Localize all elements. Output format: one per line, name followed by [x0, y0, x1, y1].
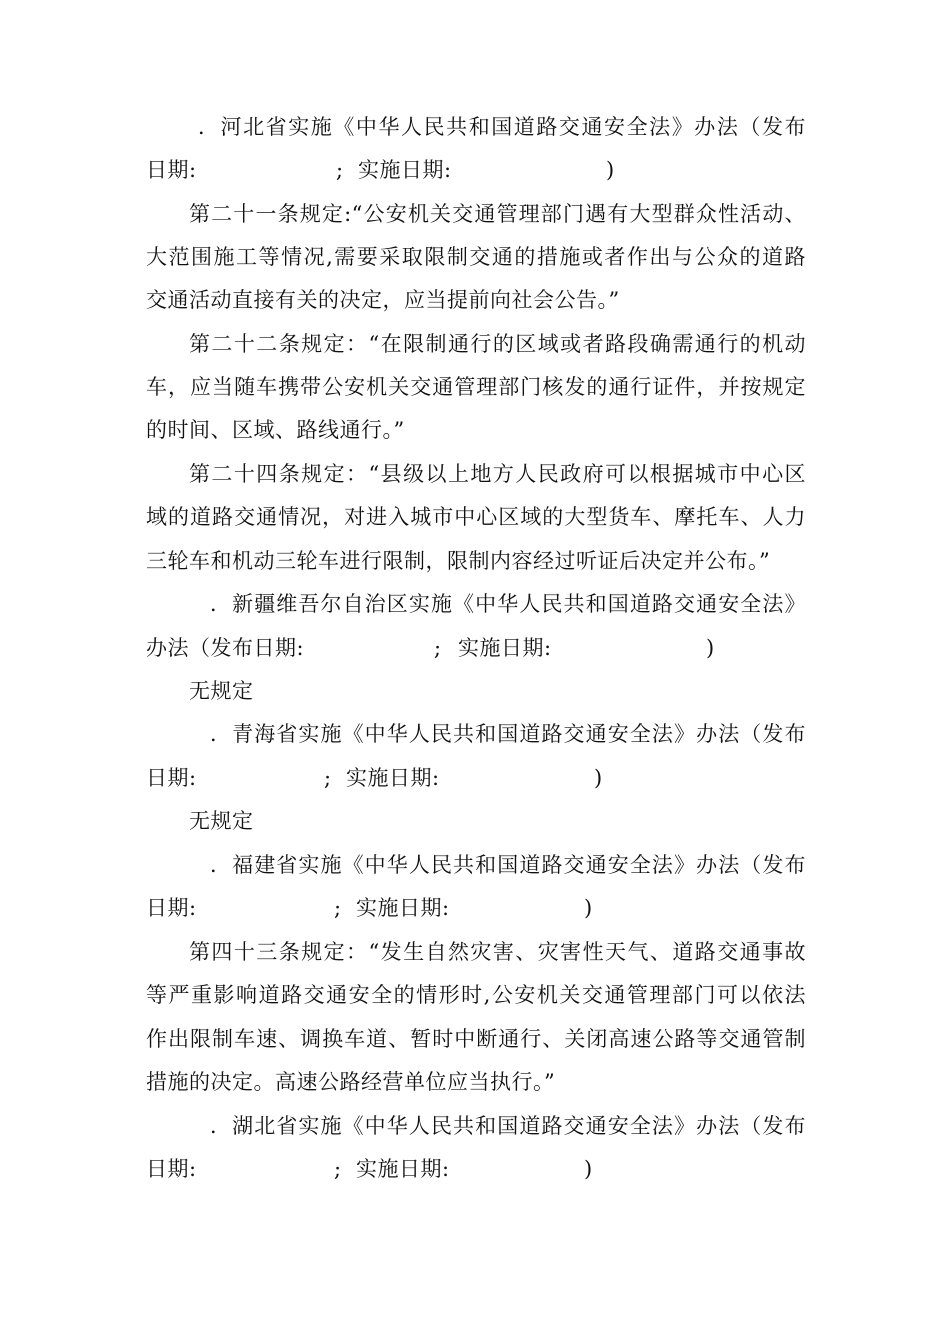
body-line: 交通活动直接有关的决定，应当提前向社会公告。” [146, 288, 620, 312]
body-line: 等严重影响道路交通安全的情形时,公安机关交通管理部门可以依法 [146, 983, 806, 1007]
effective-date-label: 实施日期: [358, 158, 452, 182]
issued-date-label: 日期: [146, 158, 197, 182]
issued-date-label: 日期: [146, 896, 197, 920]
date-separator: ; [434, 636, 442, 660]
body-line: 第二十四条规定：“县级以上地方人民政府可以根据城市中心区 [189, 462, 806, 486]
body-line: 作出限制车速、调换车道、暂时中断通行、关闭高速公路等交通管制 [146, 1027, 806, 1051]
body-line: 域的道路交通情况，对进入城市中心区域的大型货车、摩托车、人力 [146, 505, 806, 529]
body-line: 无规定 [189, 679, 254, 703]
body-line: 第二十一条规定:“公安机关交通管理部门遇有大型群众性活动、 [189, 202, 806, 226]
date-close-paren: ) [584, 896, 593, 920]
body-line: 车，应当随车携带公安机关交通管理部门核发的通行证件，并按规定 [146, 375, 806, 399]
effective-date-label: 实施日期: [356, 896, 450, 920]
body-line: 第四十三条规定：“发生自然灾害、灾害性天气、道路交通事故 [189, 940, 806, 964]
body-line: 大范围施工等情况,需要采取限制交通的措施或者作出与公众的道路 [146, 245, 806, 269]
effective-date-label: 实施日期: [346, 766, 440, 790]
section-heading-xinjiang: ．新疆维吾尔自治区实施《中华人民共和国道路交通安全法》 [210, 592, 806, 616]
section-heading-fujian: ．福建省实施《中华人民共和国道路交通安全法》办法（发布 [210, 853, 806, 877]
body-line: 无规定 [189, 809, 254, 833]
date-separator: ; [324, 766, 332, 790]
section-heading-qinghai: ．青海省实施《中华人民共和国道路交通安全法》办法（发布 [210, 722, 806, 746]
effective-date-label: 实施日期: [458, 636, 552, 660]
section-heading-hebei: ．河北省实施《中华人民共和国道路交通安全法》办法（发布 [198, 115, 806, 139]
date-close-paren: ) [594, 766, 603, 790]
issued-date-label: 日期: [146, 1157, 197, 1181]
section-heading-hubei: ．湖北省实施《中华人民共和国道路交通安全法》办法（发布 [210, 1114, 806, 1138]
body-line: 三轮车和机动三轮车进行限制，限制内容经过听证后决定并公布。” [146, 549, 771, 573]
effective-date-label: 实施日期: [356, 1157, 450, 1181]
date-close-paren: ) [584, 1157, 593, 1181]
date-separator: ; [334, 896, 342, 920]
date-separator: ; [334, 1157, 342, 1181]
date-close-paren: ) [606, 158, 615, 182]
issued-date-label: 办法（发布日期: [146, 636, 305, 660]
body-line: 第二十二条规定：“在限制通行的区域或者路段确需通行的机动 [189, 332, 806, 356]
body-line: 的时间、区域、路线通行。” [146, 418, 405, 442]
date-separator: ; [336, 158, 344, 182]
issued-date-label: 日期: [146, 766, 197, 790]
date-close-paren: ) [706, 636, 715, 660]
body-line: 措施的决定。高速公路经营单位应当执行。” [146, 1070, 556, 1094]
